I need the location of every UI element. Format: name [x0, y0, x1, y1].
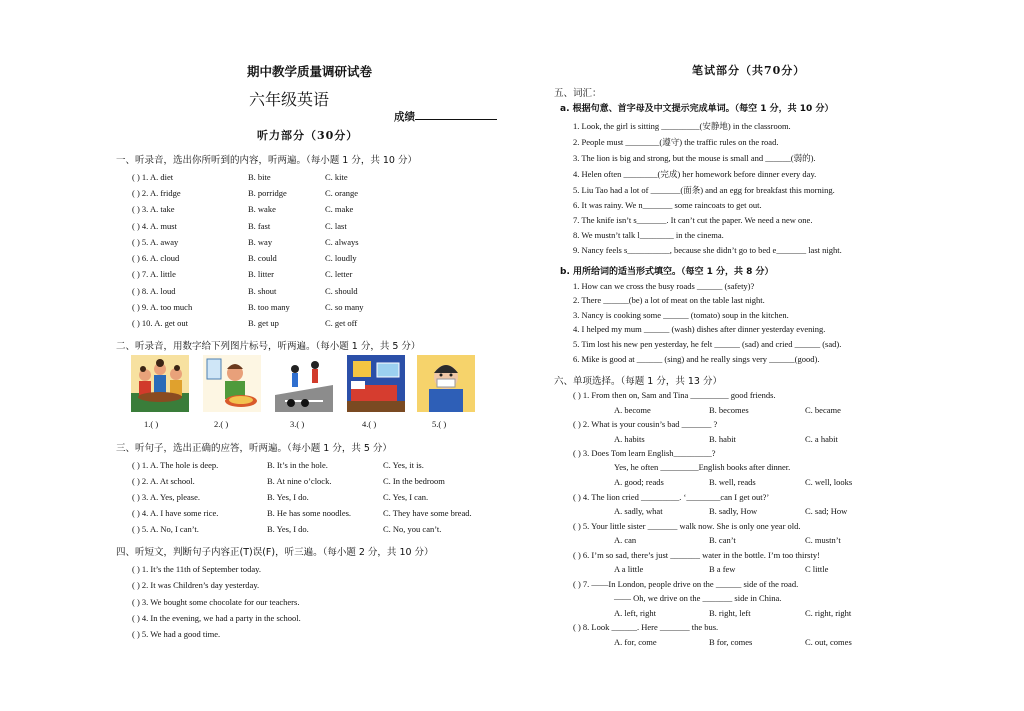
s6-q3-a: A. good; reads	[614, 477, 664, 487]
s1-item-3-b: B. wake	[248, 204, 276, 214]
s5a-item-5: 5. Liu Tao had a lot of _______(面条) and an egg for breakfast this morning.	[573, 185, 835, 195]
s5a-item-7: 7. The knife isn’t s_______. It can’t cut the paper. We need a new one.	[573, 215, 813, 225]
s3-item-4-c: C. They have some bread.	[383, 508, 472, 518]
s6-q6: ( ) 6. I’m so sad, there’s just _______ water in the bottle. I’m too thirsty!	[573, 550, 820, 560]
s1-item-8-c: C. should	[325, 286, 358, 296]
s4-item-4: ( ) 4. In the evening, we had a party in the school.	[132, 613, 301, 623]
exam-title: 期中教学质量调研试卷	[247, 64, 373, 79]
s5b-item-5: 5. Tim lost his new pen yesterday, he felt ______ (sad) and cried ______ (sad).	[573, 339, 842, 349]
section-1-heading: 一、听录音，选出你所听到的内容，听两遍。（每小题 1 分，共 10 分）	[116, 155, 417, 166]
s1-item-1-a: ( ) 1. A. diet	[132, 172, 174, 182]
s1-item-4-a: ( ) 4. A. must	[132, 221, 177, 231]
s5a-item-4: 4. Helen often ________(完成) her homework before dinner every day.	[573, 169, 817, 179]
s1-item-7-c: C. letter	[325, 269, 353, 279]
section-5-heading: 五、词汇：	[554, 88, 602, 99]
exam-subtitle: 六年级英语	[249, 90, 330, 109]
s1-item-2-c: C. orange	[325, 188, 359, 198]
s6-q7-b: B. right, left	[709, 608, 751, 618]
s1-item-3-c: C. make	[325, 204, 354, 214]
s6-q2-b: B. habit	[709, 434, 736, 444]
section-2-heading: 二、听录音，用数字给下列图片标号，听两遍。（每小题 1 分，共 5 分）	[116, 341, 421, 352]
s1-item-6-b: B. could	[248, 253, 277, 263]
picture-street-scene	[275, 355, 333, 412]
s6-q3-b: B. well, reads	[709, 477, 756, 487]
picture-label-5: 5.( )	[432, 419, 447, 429]
picture-label-2: 2.( )	[214, 419, 229, 429]
s5a-item-3: 3. The lion is big and strong, but the mouse is small and ______(弱的).	[573, 153, 816, 163]
s5b-item-4: 4. I helped my mum ______ (wash) dishes after dinner yesterday evening.	[573, 324, 826, 334]
s5b-item-1: 1. How can we cross the busy roads ______ (safety)?	[573, 281, 755, 291]
section-5a-heading: a. 根据句意、首字母及中文提示完成单词。（每空 1 分，共 10 分）	[560, 104, 834, 114]
s6-q4-b: B. sadly, How	[709, 506, 758, 516]
picture-label-3: 3.( )	[290, 419, 305, 429]
s1-item-5-c: C. always	[325, 237, 359, 247]
s3-item-1-a: ( ) 1. A. The hole is deep.	[132, 460, 219, 470]
s1-item-6-a: ( ) 6. A. cloud	[132, 253, 180, 263]
s4-item-2: ( ) 2. It was Children’s day yesterday.	[132, 580, 260, 590]
s3-item-5-c: C. No, you can’t.	[383, 524, 442, 534]
s1-item-2-a: ( ) 2. A. fridge	[132, 188, 181, 198]
s3-item-3-c: C. Yes, I can.	[383, 492, 429, 502]
picture-eating-pizza	[203, 355, 261, 412]
s6-q2-c: C. a habit	[805, 434, 838, 444]
s5b-item-2: 2. There ______(be) a lot of meat on the table last night.	[573, 295, 765, 305]
s1-item-10-a: ( ) 10. A. get out	[132, 318, 188, 328]
s1-item-4-c: C. last	[325, 221, 347, 231]
s1-item-5-a: ( ) 5. A. away	[132, 237, 179, 247]
s6-q1: ( ) 1. From then on, Sam and Tina _________ good friends.	[573, 390, 776, 400]
s6-q3-c: C. well, looks	[805, 477, 853, 487]
s1-item-4-b: B. fast	[248, 221, 271, 231]
written-column	[512, 0, 1024, 711]
s3-item-1-c: C. Yes, it is.	[383, 460, 424, 470]
s1-item-3-a: ( ) 3. A. take	[132, 204, 175, 214]
s6-q1-c: C. became	[805, 405, 841, 415]
score-blank[interactable]	[415, 110, 497, 120]
s6-q4-c: C. sad; How	[805, 506, 848, 516]
s5a-item-8: 8. We mustn’t talk l________ in the cinema.	[573, 230, 724, 240]
s6-q8: ( ) 8. Look ______. Here _______ the bus.	[573, 622, 719, 632]
s1-item-2-b: B. porridge	[248, 188, 287, 198]
s5a-item-6: 6. It was rainy. We n_______ some raincoats to get out.	[573, 200, 762, 210]
picture-bedroom	[347, 355, 405, 412]
s5a-item-1: 1. Look, the girl is sitting _________(安静地) in the classroom.	[573, 121, 791, 131]
s3-item-1-b: B. It’s in the hole.	[267, 460, 328, 470]
s1-item-9-a: ( ) 9. A. too much	[132, 302, 193, 312]
s1-item-9-c: C. so many	[325, 302, 364, 312]
s4-item-3: ( ) 3. We bought some chocolate for our teachers.	[132, 597, 300, 607]
s6-q3: ( ) 3. Does Tom learn English_________?	[573, 448, 716, 458]
s1-item-1-c: C. kite	[325, 172, 348, 182]
s5b-item-6: 6. Mike is good at ______ (sing) and he really sings very ______(good).	[573, 354, 820, 364]
s6-q1-a: A. become	[614, 405, 651, 415]
s3-item-2-a: ( ) 2. A. At school.	[132, 476, 195, 486]
section-6-heading: 六、单项选择。（每题 1 分，共 13 分）	[554, 376, 722, 387]
s6-q8-b: B for, comes	[709, 637, 753, 647]
s6-q2: ( ) 2. What is your cousin’s bad _______ ?	[573, 419, 718, 429]
s4-item-1: ( ) 1. It’s the 11th of September today.	[132, 564, 261, 574]
s1-item-1-b: B. bite	[248, 172, 271, 182]
s6-q4: ( ) 4. The lion cried _________. ‘________can I get out?’	[573, 492, 770, 502]
s3-item-4-a: ( ) 4. A. I have some rice.	[132, 508, 219, 518]
s3-item-2-c: C. In the bedroom	[383, 476, 445, 486]
s5a-item-2: 2. People must ________(遵守) the traffic rules on the road.	[573, 137, 779, 147]
s6-q6-c: C little	[805, 564, 829, 574]
picture-label-4: 4.( )	[362, 419, 377, 429]
s1-item-5-b: B. way	[248, 237, 273, 247]
s6-q3-line2: Yes, he often _________English books after dinner.	[614, 462, 791, 472]
s1-item-8-a: ( ) 8. A. loud	[132, 286, 176, 296]
s1-item-7-a: ( ) 7. A. little	[132, 269, 176, 279]
s1-item-10-b: B. get up	[248, 318, 279, 328]
s6-q6-a: A a little	[614, 564, 644, 574]
picture-family-meal	[131, 355, 189, 412]
s6-q8-c: C. out, comes	[805, 637, 852, 647]
s6-q7-line2: —— Oh, we drive on the _______ side in China.	[614, 593, 782, 603]
s1-item-10-c: C. get off	[325, 318, 358, 328]
section-4-heading: 四、听短文，判断句子内容正(T)误(F)，听三遍。（每小题 2 分，共 10 分）	[116, 547, 434, 558]
s6-q5-b: B. can’t	[709, 535, 736, 545]
section-5b-heading: b. 用所给词的适当形式填空。（每空 1 分，共 8 分）	[560, 267, 774, 277]
s6-q2-a: A. habits	[614, 434, 645, 444]
s1-item-6-c: C. loudly	[325, 253, 357, 263]
s3-item-3-b: B. Yes, I do.	[267, 492, 309, 502]
s6-q5: ( ) 5. Your little sister _______ walk now. She is only one year old.	[573, 521, 801, 531]
s1-item-8-b: B. shout	[248, 286, 277, 296]
s6-q6-b: B a few	[709, 564, 736, 574]
s3-item-5-b: B. Yes, I do.	[267, 524, 309, 534]
s4-item-5: ( ) 5. We had a good time.	[132, 629, 221, 639]
s6-q5-c: C. mustn’t	[805, 535, 841, 545]
s3-item-3-a: ( ) 3. A. Yes, please.	[132, 492, 200, 502]
s3-item-2-b: B. At nine o’clock.	[267, 476, 332, 486]
section-3-heading: 三、听句子，选出正确的应答，听两遍。（每小题 1 分，共 5 分）	[116, 443, 392, 454]
s5a-item-9: 9. Nancy feels s__________, because she didn’t go to bed e_______ last night.	[573, 245, 842, 255]
s6-q8-a: A. for, come	[614, 637, 657, 647]
s6-q1-b: B. becomes	[709, 405, 749, 415]
picture-sick-boy	[417, 355, 475, 412]
s6-q7: ( ) 7. ——In London, people drive on the ______ side of the road.	[573, 579, 799, 589]
s1-item-9-b: B. too many	[248, 302, 290, 312]
s6-q4-a: A. sadly, what	[614, 506, 663, 516]
listening-section-title: 听力部分（30分）	[257, 129, 359, 142]
s6-q7-a: A. left, right	[614, 608, 657, 618]
s3-item-4-b: B. He has some noodles.	[267, 508, 352, 518]
written-section-title: 笔试部分（共70分）	[692, 64, 806, 77]
s1-item-7-b: B. litter	[248, 269, 274, 279]
s6-q5-a: A. can	[614, 535, 637, 545]
s5b-item-3: 3. Nancy is cooking some ______ (tomato) soup in the kitchen.	[573, 310, 789, 320]
picture-label-1: 1.( )	[144, 419, 159, 429]
s3-item-5-a: ( ) 5. A. No, I can’t.	[132, 524, 199, 534]
score-field	[394, 109, 497, 124]
score-label: 成绩	[394, 111, 415, 123]
s6-q7-c: C. right, right	[805, 608, 852, 618]
